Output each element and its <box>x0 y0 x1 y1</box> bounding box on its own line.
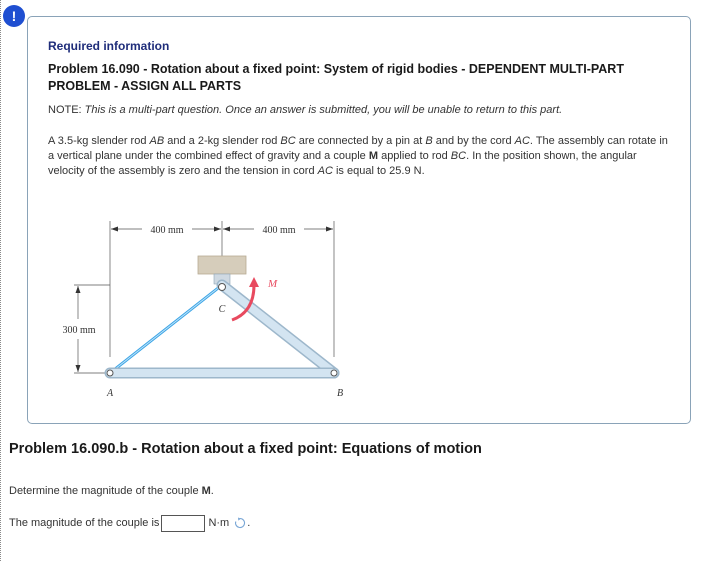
answer-label: The magnitude of the couple is <box>9 517 160 529</box>
dim-right-label: 400 mm <box>262 225 296 236</box>
question-text: Determine the magnitude of the couple M. <box>9 485 214 497</box>
label-a: A <box>106 388 114 399</box>
pin-c <box>219 284 226 291</box>
answer-input[interactable] <box>161 515 205 532</box>
answer-row <box>9 513 250 533</box>
arrowhead-icon <box>326 227 333 232</box>
label-b: B <box>336 388 344 399</box>
note-prefix: NOTE: <box>48 104 85 116</box>
problem-statement: A 3.5-kg slender rod AB and a 2-kg slender rod BC are connected by a pin at B and by the cord AC. The assembly can rotate in a vertical plane under the combined effect of gravity and a couple M applied to rod BC. In the position shown, the angular velocity of the assembly is zero and the tension in cord AC is equal to 25.9 N. <box>48 135 668 177</box>
arrowhead-icon <box>111 227 118 232</box>
arrowhead-icon <box>214 227 221 232</box>
label-c: C <box>218 304 226 315</box>
refresh-icon[interactable] <box>234 517 246 529</box>
exclamation-icon: ! <box>3 5 25 27</box>
required-info-panel <box>27 16 691 424</box>
dim-height-label: 300 mm <box>62 325 96 336</box>
fixed-support <box>198 256 246 274</box>
pin-a <box>107 370 113 376</box>
dim-left-label: 400 mm <box>150 225 184 236</box>
pin-b <box>331 370 337 376</box>
mechanism-figure <box>48 207 368 412</box>
arrowhead-icon <box>76 365 81 372</box>
page-left-border <box>0 0 1 561</box>
label-m: M <box>268 278 278 290</box>
answer-period: . <box>247 517 251 529</box>
note <box>48 103 668 117</box>
note-body: This is a multi-part question. Once an answer is submitted, you will be unable to return to this part. <box>84 104 563 116</box>
mechanism-diagram <box>48 207 368 407</box>
part-title: Problem 16.090.b - Rotation about a fixed point: Equations of motion <box>9 441 482 457</box>
problem-title: Problem 16.090 - Rotation about a fixed point: System of rigid bodies - DEPENDENT MULTI-PART PROBLEM - ASSIGN ALL PARTS <box>48 62 624 93</box>
answer-unit: N·m <box>208 517 230 529</box>
couple-arrowhead-icon <box>249 277 259 287</box>
arrowhead-icon <box>223 227 230 232</box>
arrowhead-icon <box>76 286 81 293</box>
required-info-heading: Required information <box>48 39 170 53</box>
